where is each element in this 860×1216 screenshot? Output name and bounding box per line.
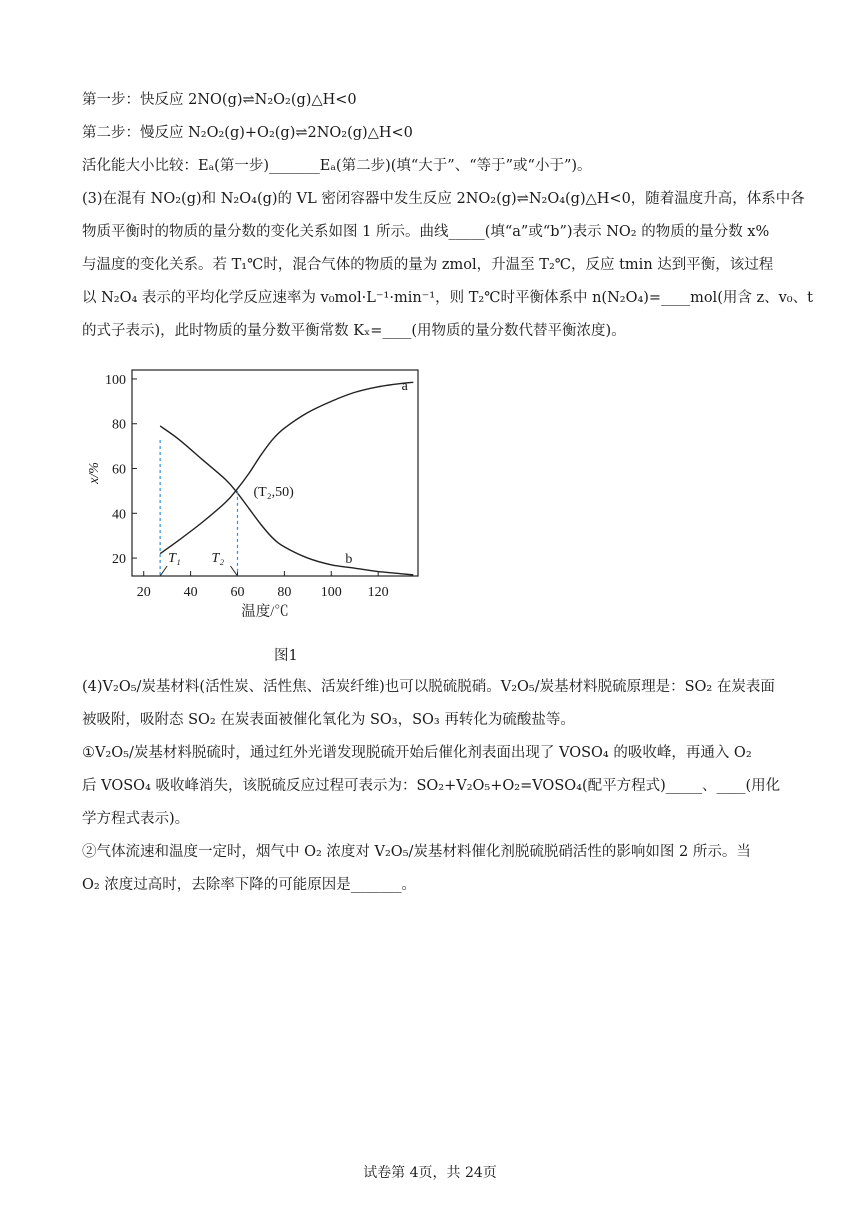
text-line-13: 学方程式表示)。 (82, 811, 190, 827)
series-label-a: a (401, 379, 408, 395)
figure-1-chart (86, 362, 426, 622)
text-line-4: (3)在混有 NO₂(g)和 N₂O₄(g)的 VL 密闭容器中发生反应 2NO₂(g)⇌N₂O₄(g)△H<0，随着温度升高，体系中各 (82, 191, 805, 207)
t1-label: T₁ (168, 551, 181, 566)
text-line-6: 与温度的变化关系。若 T₁℃时，混合气体的物质的量为 zmol，升温至 T₂℃，反应 tmin 达到平衡，该过程 (82, 257, 774, 273)
t2-leader (230, 566, 237, 576)
y-tick-label: 60 (112, 462, 126, 478)
x-tick-label: 60 (230, 585, 245, 600)
text-line-7: 以 N₂O₄ 表示的平均化学反应速率为 v₀mol·L⁻¹·min⁻¹，则 T₂℃时平衡体系中 n(N₂O₄)=____mol(用含 z、v₀、t (82, 290, 813, 306)
text-line-14: ②气体流速和温度一定时，烟气中 O₂ 浓度对 V₂O₅/炭基材料催化剂脱硫脱硝活性的影响如图 2 所示。当 (82, 844, 751, 860)
y-tick-label: 100 (105, 372, 126, 388)
t2-label: T₂ (211, 551, 225, 566)
x-tick-label: 120 (367, 585, 389, 600)
text-line-12: 后 VOSO₄ 吸收峰消失，该脱硫反应过程可表示为：SO₂+V₂O₅+O₂=VOSO₄(配平方程式)_____、____(用化 (82, 778, 781, 794)
y-tick-label: 40 (112, 507, 126, 523)
y-axis-label: x/% (87, 462, 102, 484)
x-tick-label: 100 (320, 585, 342, 600)
series-label-b: b (345, 551, 353, 567)
t1-leader (160, 566, 167, 576)
x-tick-label: 80 (277, 585, 292, 600)
figure-caption: 图1 (274, 648, 298, 664)
y-tick-label: 20 (112, 552, 126, 568)
x-tick-label: 20 (136, 585, 151, 600)
intersection-label: (T₂,50) (253, 484, 294, 500)
text-line-10: 被吸附，吸附态 SO₂ 在炭表面被催化氧化为 SO₃，SO₃ 再转化为硫酸盐等。 (82, 712, 575, 728)
x-axis-label: 温度/℃ (241, 604, 289, 620)
text-line-11: ①V₂O₅/炭基材料脱硫时，通过红外光谱发现脱硫开始后催化剂表面出现了 VOSO₄ 的吸收峰，再通入 O₂ (82, 745, 752, 761)
text-line-3: 活化能大小比较：Eₐ(第一步)_______Eₐ(第二步)(填“大于”、“等于”或“小于”)。 (82, 158, 592, 174)
plot-frame (132, 370, 418, 576)
page-footer: 试卷第 4页，共 24页 (363, 1165, 497, 1181)
text-line-9: (4)V₂O₅/炭基材料(活性炭、活性焦、活炭纤维)也可以脱硫脱硝。V₂O₅/炭基材料脱硫原理是：SO₂ 在炭表面 (82, 679, 775, 695)
text-line-5: 物质平衡时的物质的量分数的变化关系如图 1 所示。曲线_____(填“a”或“b”)表示 NO₂ 的物质的量分数 x% (82, 224, 770, 240)
series-line-a (160, 382, 413, 553)
text-line-15: O₂ 浓度过高时，去除率下降的可能原因是_______。 (82, 877, 417, 893)
series-line-b (160, 426, 413, 575)
x-tick-label: 40 (183, 585, 198, 600)
text-line-8: 的式子表示)，此时物质的量分数平衡常数 Kₓ=____(用物质的量分数代替平衡浓度)。 (82, 323, 626, 339)
text-line-2: 第二步：慢反应 N₂O₂(g)+O₂(g)⇌2NO₂(g)△H<0 (82, 125, 413, 141)
y-tick-label: 80 (112, 417, 126, 433)
text-line-1: 第一步：快反应 2NO(g)⇌N₂O₂(g)△H<0 (82, 92, 357, 108)
